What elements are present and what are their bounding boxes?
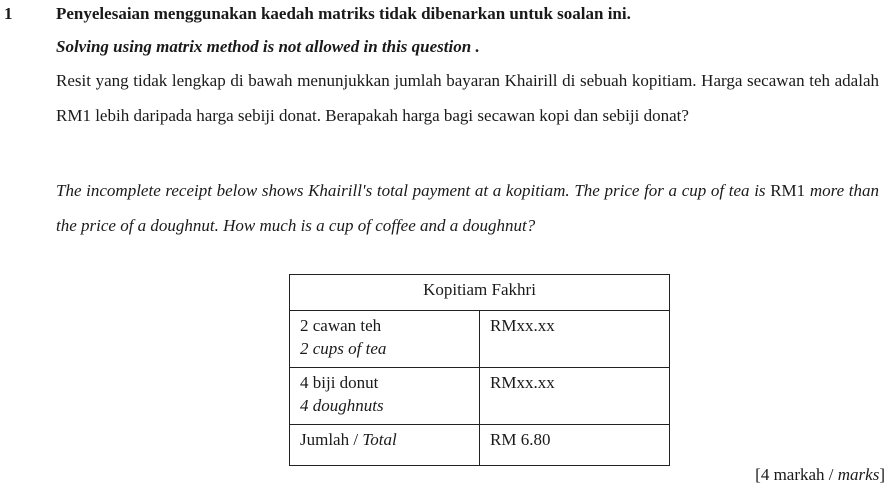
receipt-total-english: Total [362, 430, 397, 449]
question-text-english-part1: The incomplete receipt below shows Khairill's total payment at a kopitiam. The price for a cup of tea is [56, 181, 766, 200]
marks-allocation [755, 465, 885, 485]
receipt-item-english: 2 cups of tea [300, 339, 387, 358]
receipt-total-malay: Jumlah / [300, 430, 359, 449]
receipt-total-amount: RM 6.80 [480, 425, 670, 466]
receipt-item-malay: 4 biji donut [300, 373, 379, 392]
receipt-amount-cell: RMxx.xx [480, 311, 670, 368]
receipt-row [290, 311, 670, 368]
receipt-amount-cell: RMxx.xx [480, 368, 670, 425]
marks-open: [4 markah / [755, 465, 834, 484]
receipt-total-row [290, 425, 670, 466]
receipt-item-cell [290, 368, 480, 425]
instruction-english: Solving using matrix method is not allowed in this question . [56, 37, 480, 56]
question-text-english [56, 174, 879, 243]
marks-word: marks [837, 465, 880, 484]
question-text-english-rm: RM1 [770, 181, 806, 200]
question-text-english-part2: more than the price of a doughnut. How much is a cup of coffee and a doughnut? [56, 181, 880, 235]
instruction-malay: Penyelesaian menggunakan kaedah matriks tidak dibenarkan untuk soalan ini. [56, 4, 631, 23]
question-number: 1 [4, 4, 13, 23]
receipt-title: Kopitiam Fakhri [290, 275, 670, 311]
receipt-header-row [290, 275, 670, 311]
receipt-table [289, 274, 670, 466]
receipt-item-cell [290, 311, 480, 368]
question-text-malay: Resit yang tidak lengkap di bawah menunjukkan jumlah bayaran Khairill di sebuah kopitiam. Harga secawan teh adalah RM1 lebih daripada harga sebiji donat. Berapakah harga bagi secawan kopi dan sebiji donat? [56, 71, 879, 125]
receipt-total-label [290, 425, 480, 466]
marks-close: ] [879, 465, 885, 484]
receipt-item-malay: 2 cawan teh [300, 316, 382, 335]
receipt-item-english: 4 doughnuts [300, 396, 384, 415]
receipt-row [290, 368, 670, 425]
